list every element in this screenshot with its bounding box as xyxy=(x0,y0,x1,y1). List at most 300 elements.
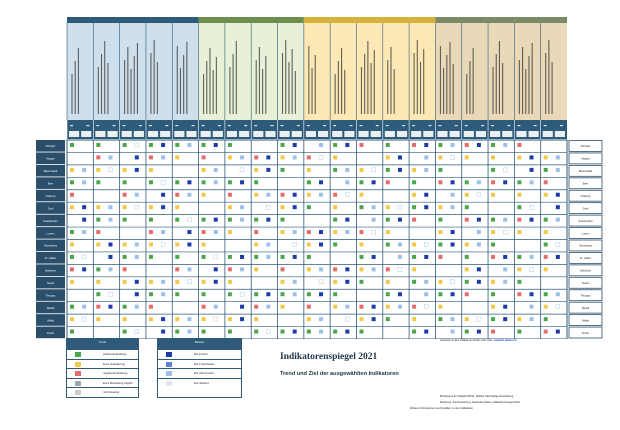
goal-mark xyxy=(214,305,218,309)
trend-mark xyxy=(386,305,390,309)
column-subheader-cell xyxy=(464,131,474,137)
trend-mark xyxy=(202,155,206,159)
goal-mark xyxy=(293,255,297,259)
goal-mark xyxy=(82,168,86,172)
trend-mark xyxy=(517,255,521,259)
row-label-right-text: Genf xyxy=(582,207,589,211)
trend-mark xyxy=(307,317,311,321)
trend-mark xyxy=(228,292,232,296)
trend-mark xyxy=(149,155,153,159)
column-subheader-mark xyxy=(517,125,520,126)
trend-mark xyxy=(123,255,127,259)
legend-item xyxy=(158,378,241,388)
goal-mark xyxy=(424,143,428,147)
column-subheader-cell xyxy=(134,131,144,137)
goal-mark xyxy=(503,267,507,271)
trend-mark xyxy=(491,155,495,159)
trend-mark xyxy=(175,267,179,271)
trend-mark xyxy=(517,292,521,296)
column-subheader-cell xyxy=(107,131,117,137)
goal-mark xyxy=(398,267,402,271)
goal-mark xyxy=(240,205,244,209)
column-subheader-cell xyxy=(292,131,302,137)
source-note-text: Hinweise zu den Indikatoren finden sich unter: xyxy=(440,339,494,342)
trend-mark xyxy=(228,143,232,147)
goal-mark xyxy=(556,218,560,222)
goal-mark xyxy=(477,193,481,197)
legend-trend-title: Trend xyxy=(67,339,138,349)
column-subheader-mark xyxy=(507,125,510,126)
goal-mark xyxy=(556,292,560,296)
trend-mark xyxy=(412,330,416,334)
legend-item xyxy=(67,349,138,359)
column-subheader-mark xyxy=(465,125,468,126)
goal-mark xyxy=(345,180,349,184)
trend-mark xyxy=(175,218,179,222)
trend-mark xyxy=(517,143,521,147)
goal-mark xyxy=(556,168,560,172)
goal-mark xyxy=(345,143,349,147)
legend-item xyxy=(67,368,138,378)
column-group-bar xyxy=(514,17,567,23)
goal-mark xyxy=(135,205,139,209)
trend-mark xyxy=(70,180,74,184)
trend-mark xyxy=(359,230,363,234)
goal-mark xyxy=(319,155,323,159)
trend-mark xyxy=(438,255,442,259)
row-label-right-text: Freiburg xyxy=(580,194,591,198)
goal-mark xyxy=(424,280,428,284)
trend-mark xyxy=(412,305,416,309)
legend-swatch xyxy=(75,381,81,386)
trend-mark xyxy=(517,317,521,321)
goal-mark xyxy=(108,168,112,172)
trend-mark xyxy=(544,292,548,296)
legend-trend xyxy=(66,338,139,398)
trend-mark xyxy=(544,317,548,321)
column-subheader-cell xyxy=(69,131,79,137)
trend-mark xyxy=(307,330,311,334)
trend-mark xyxy=(123,243,127,247)
column-subheader-mark xyxy=(86,125,89,126)
goal-mark xyxy=(451,243,455,247)
column-subheader-cell xyxy=(476,131,486,137)
legend-label: keine Beurteilung möglich xyxy=(103,381,133,385)
goal-mark xyxy=(530,305,534,309)
column-subheader-cell xyxy=(543,131,553,137)
trend-mark xyxy=(491,330,495,334)
trend-mark xyxy=(307,193,311,197)
goal-mark xyxy=(530,205,534,209)
trend-mark xyxy=(202,292,206,296)
goal-mark xyxy=(319,280,323,284)
goal-mark xyxy=(82,255,86,259)
row-label-left-text: Genf xyxy=(47,207,54,211)
goal-mark xyxy=(214,255,218,259)
trend-mark xyxy=(254,193,258,197)
trend-mark xyxy=(438,155,442,159)
column-subheader-mark xyxy=(349,125,352,126)
column-subheader-cell xyxy=(385,131,395,137)
trend-mark xyxy=(438,280,442,284)
row-label-right-text: Schweiz xyxy=(580,145,591,149)
trend-mark xyxy=(465,330,469,334)
trend-mark xyxy=(438,168,442,172)
trend-mark xyxy=(228,230,232,234)
goal-mark xyxy=(161,317,165,321)
column-subheader-cell xyxy=(358,131,368,137)
goal-mark xyxy=(135,243,139,247)
goal-mark xyxy=(345,168,349,172)
trend-mark xyxy=(491,143,495,147)
goal-mark xyxy=(187,267,191,271)
goal-mark xyxy=(293,143,297,147)
goal-mark xyxy=(477,317,481,321)
trend-mark xyxy=(386,317,390,321)
column-subheader-mark xyxy=(113,125,116,126)
trend-mark xyxy=(281,305,285,309)
trend-mark xyxy=(281,218,285,222)
goal-mark xyxy=(161,155,165,159)
trend-mark xyxy=(228,193,232,197)
goal-mark xyxy=(266,292,270,296)
goal-mark xyxy=(477,280,481,284)
goal-mark xyxy=(451,155,455,159)
row-label-left-text: Solothurn xyxy=(44,269,57,273)
trend-mark xyxy=(517,230,521,234)
trend-mark xyxy=(386,292,390,296)
row-label-left-text: Aargau xyxy=(46,157,55,161)
legend-goal-title: Zielwert xyxy=(158,339,241,349)
goal-mark xyxy=(240,180,244,184)
trend-mark xyxy=(70,267,74,271)
source-link[interactable]: www.bfs.admin.ch xyxy=(493,339,517,342)
trend-mark xyxy=(544,168,548,172)
row-label-left-text: Luzern xyxy=(46,232,55,236)
goal-mark xyxy=(293,230,297,234)
trend-mark xyxy=(465,205,469,209)
column-subheader-mark xyxy=(333,125,336,126)
row-label-right-text: St. Gallen xyxy=(579,257,592,261)
goal-mark xyxy=(240,317,244,321)
column-subheader-mark xyxy=(455,125,458,126)
trend-mark xyxy=(491,292,495,296)
trend-mark xyxy=(544,330,548,334)
goal-mark xyxy=(372,180,376,184)
goal-mark xyxy=(214,218,218,222)
trend-mark xyxy=(438,218,442,222)
goal-mark xyxy=(240,218,244,222)
trend-mark xyxy=(359,143,363,147)
trend-mark xyxy=(517,205,521,209)
trend-mark xyxy=(438,243,442,247)
trend-mark xyxy=(465,292,469,296)
column-subheader-cell xyxy=(411,131,421,137)
column-subheader-mark xyxy=(96,125,99,126)
goal-mark xyxy=(319,330,323,334)
legend-item xyxy=(158,368,241,378)
trend-mark xyxy=(281,155,285,159)
goal-mark xyxy=(451,330,455,334)
trend-mark xyxy=(228,155,232,159)
trend-mark xyxy=(544,267,548,271)
row-label-right-text: Basel-Stadt xyxy=(578,170,593,174)
trend-mark xyxy=(281,168,285,172)
trend-mark xyxy=(359,330,363,334)
goal-mark xyxy=(187,280,191,284)
goal-mark xyxy=(503,255,507,259)
goal-mark xyxy=(108,218,112,222)
row-label-left-text: Waadt xyxy=(46,306,55,310)
trend-mark xyxy=(438,292,442,296)
trend-mark xyxy=(202,317,206,321)
goal-mark xyxy=(108,267,112,271)
trend-mark xyxy=(149,243,153,247)
trend-mark xyxy=(70,143,74,147)
column-subheader-mark xyxy=(149,125,152,126)
legend-label: nicht bewertet xyxy=(103,391,120,394)
trend-mark xyxy=(123,205,127,209)
trend-mark xyxy=(254,292,258,296)
goal-mark xyxy=(214,143,218,147)
trend-mark xyxy=(149,205,153,209)
row-label-left-text: Zürich xyxy=(46,331,55,335)
trend-mark xyxy=(517,280,521,284)
goal-mark xyxy=(477,143,481,147)
goal-mark xyxy=(424,155,428,159)
trend-mark xyxy=(333,243,337,247)
column-subheader-cell xyxy=(186,131,196,137)
trend-mark xyxy=(228,218,232,222)
trend-mark xyxy=(438,143,442,147)
goal-mark xyxy=(266,155,270,159)
goal-mark xyxy=(451,230,455,234)
trend-mark xyxy=(175,155,179,159)
goal-mark xyxy=(398,218,402,222)
trend-mark xyxy=(333,292,337,296)
legend-goal xyxy=(157,338,242,398)
trend-mark xyxy=(491,180,495,184)
goal-mark xyxy=(345,280,349,284)
trend-mark xyxy=(254,255,258,259)
goal-mark xyxy=(266,218,270,222)
trend-mark xyxy=(228,255,232,259)
trend-mark xyxy=(517,180,521,184)
trend-mark xyxy=(491,243,495,247)
column-group-bar xyxy=(435,17,514,23)
column-subheader-mark xyxy=(428,125,431,126)
trend-mark xyxy=(386,230,390,234)
goal-mark xyxy=(108,155,112,159)
goal-mark xyxy=(319,243,323,247)
goal-mark xyxy=(319,193,323,197)
row-label-left-text: Bern xyxy=(47,182,54,186)
trend-mark xyxy=(202,230,206,234)
legend-label: Ziel nicht erreicht xyxy=(194,372,214,375)
column-subheader-cell xyxy=(174,131,184,137)
trend-mark xyxy=(544,255,548,259)
trend-mark xyxy=(359,305,363,309)
row-label-right-text: Tessin xyxy=(581,282,590,286)
goal-mark xyxy=(372,317,376,321)
column-subheader-cell xyxy=(306,131,316,137)
trend-mark xyxy=(202,255,206,259)
legend-swatch xyxy=(75,362,81,367)
trend-mark xyxy=(333,267,337,271)
column-subheader-mark xyxy=(271,125,274,126)
trend-mark xyxy=(175,292,179,296)
goal-mark xyxy=(319,267,323,271)
trend-mark xyxy=(465,267,469,271)
trend-mark xyxy=(491,280,495,284)
legend-label: keine Veränderung xyxy=(103,362,125,366)
goal-mark xyxy=(187,143,191,147)
legend-item xyxy=(67,387,138,397)
goal-mark xyxy=(503,168,507,172)
footer-note-2: Erhebung und Auswertung, Stand der Daten: Indikatorenspiegel 2021 xyxy=(440,401,520,404)
goal-mark xyxy=(266,243,270,247)
goal-mark xyxy=(424,243,428,247)
trend-mark xyxy=(544,305,548,309)
trend-mark xyxy=(228,267,232,271)
trend-mark xyxy=(254,230,258,234)
goal-mark xyxy=(503,317,507,321)
trend-mark xyxy=(202,180,206,184)
trend-mark xyxy=(123,280,127,284)
goal-mark xyxy=(240,255,244,259)
row-label-right-text: Thurgau xyxy=(580,294,591,298)
trend-mark xyxy=(359,168,363,172)
column-subheader-cell xyxy=(450,131,460,137)
legend-label: Ziel in Reichweite xyxy=(194,362,215,366)
trend-mark xyxy=(359,180,363,184)
trend-mark xyxy=(491,317,495,321)
goal-mark xyxy=(477,267,481,271)
goal-mark xyxy=(266,205,270,209)
goal-mark xyxy=(345,330,349,334)
goal-mark xyxy=(398,205,402,209)
goal-mark xyxy=(451,317,455,321)
trend-mark xyxy=(491,193,495,197)
goal-mark xyxy=(372,205,376,209)
trend-mark xyxy=(307,255,311,259)
trend-mark xyxy=(70,330,74,334)
column-subheader-mark xyxy=(534,125,537,126)
column-subheader-cell xyxy=(529,131,539,137)
trend-mark xyxy=(307,168,311,172)
trend-mark xyxy=(96,305,100,309)
row-label-left-text: Thurgau xyxy=(45,294,56,298)
trend-mark xyxy=(412,317,416,321)
trend-mark xyxy=(412,193,416,197)
goal-mark xyxy=(108,205,112,209)
goal-mark xyxy=(477,243,481,247)
column-subheader-cell xyxy=(239,131,249,137)
goal-mark xyxy=(161,230,165,234)
column-subheader-cell xyxy=(502,131,512,137)
legend-label: Ziel erreicht xyxy=(194,353,208,356)
goal-mark xyxy=(319,317,323,321)
trend-mark xyxy=(412,243,416,247)
goal-mark xyxy=(135,168,139,172)
goal-mark xyxy=(214,168,218,172)
goal-mark xyxy=(135,330,139,334)
column-subheader-cell xyxy=(423,131,433,137)
trend-mark xyxy=(465,255,469,259)
trend-mark xyxy=(202,168,206,172)
goal-mark xyxy=(398,168,402,172)
trend-mark xyxy=(123,168,127,172)
column-subheader-cell xyxy=(227,131,237,137)
trend-mark xyxy=(70,243,74,247)
legend-swatch xyxy=(166,371,172,376)
column-subheader-cell xyxy=(201,131,211,137)
goal-mark xyxy=(214,180,218,184)
goal-mark xyxy=(398,255,402,259)
trend-mark xyxy=(149,180,153,184)
column-subheader-mark xyxy=(202,125,205,126)
trend-mark xyxy=(438,317,442,321)
trend-mark xyxy=(412,143,416,147)
goal-mark xyxy=(424,255,428,259)
column-group-bar xyxy=(304,17,436,23)
trend-mark xyxy=(202,243,206,247)
trend-mark xyxy=(386,243,390,247)
trend-mark xyxy=(254,155,258,159)
trend-mark xyxy=(123,317,127,321)
goal-mark xyxy=(82,305,86,309)
column-subheader-mark xyxy=(123,125,126,126)
goal-mark xyxy=(556,193,560,197)
trend-mark xyxy=(175,243,179,247)
trend-mark xyxy=(281,280,285,284)
row-label-left-text: Schweiz xyxy=(45,145,56,149)
column-subheader-mark xyxy=(139,125,142,126)
goal-mark xyxy=(530,317,534,321)
legend-label: negative Entwicklung xyxy=(103,372,128,375)
trend-mark xyxy=(333,280,337,284)
trend-mark xyxy=(175,193,179,197)
goal-mark xyxy=(240,292,244,296)
column-subheader-cell xyxy=(318,131,328,137)
row-label-right-text: Waadt xyxy=(581,306,590,310)
trend-mark xyxy=(544,218,548,222)
trend-mark xyxy=(175,280,179,284)
goal-mark xyxy=(372,168,376,172)
trend-mark xyxy=(70,193,74,197)
goal-mark xyxy=(451,280,455,284)
column-subheader-mark xyxy=(218,125,221,126)
trend-mark xyxy=(175,180,179,184)
goal-mark xyxy=(530,292,534,296)
goal-mark xyxy=(424,168,428,172)
trend-mark xyxy=(386,155,390,159)
trend-mark xyxy=(70,305,74,309)
goal-mark xyxy=(187,317,191,321)
column-subheader-mark xyxy=(244,125,247,126)
legend-item xyxy=(158,349,241,359)
trend-mark xyxy=(412,168,416,172)
legend-swatch xyxy=(75,390,81,395)
trend-mark xyxy=(70,230,74,234)
trend-mark xyxy=(149,305,153,309)
goal-mark xyxy=(214,280,218,284)
goal-mark xyxy=(372,218,376,222)
goal-mark xyxy=(266,255,270,259)
trend-mark xyxy=(96,292,100,296)
trend-mark xyxy=(202,143,206,147)
trend-mark xyxy=(386,267,390,271)
